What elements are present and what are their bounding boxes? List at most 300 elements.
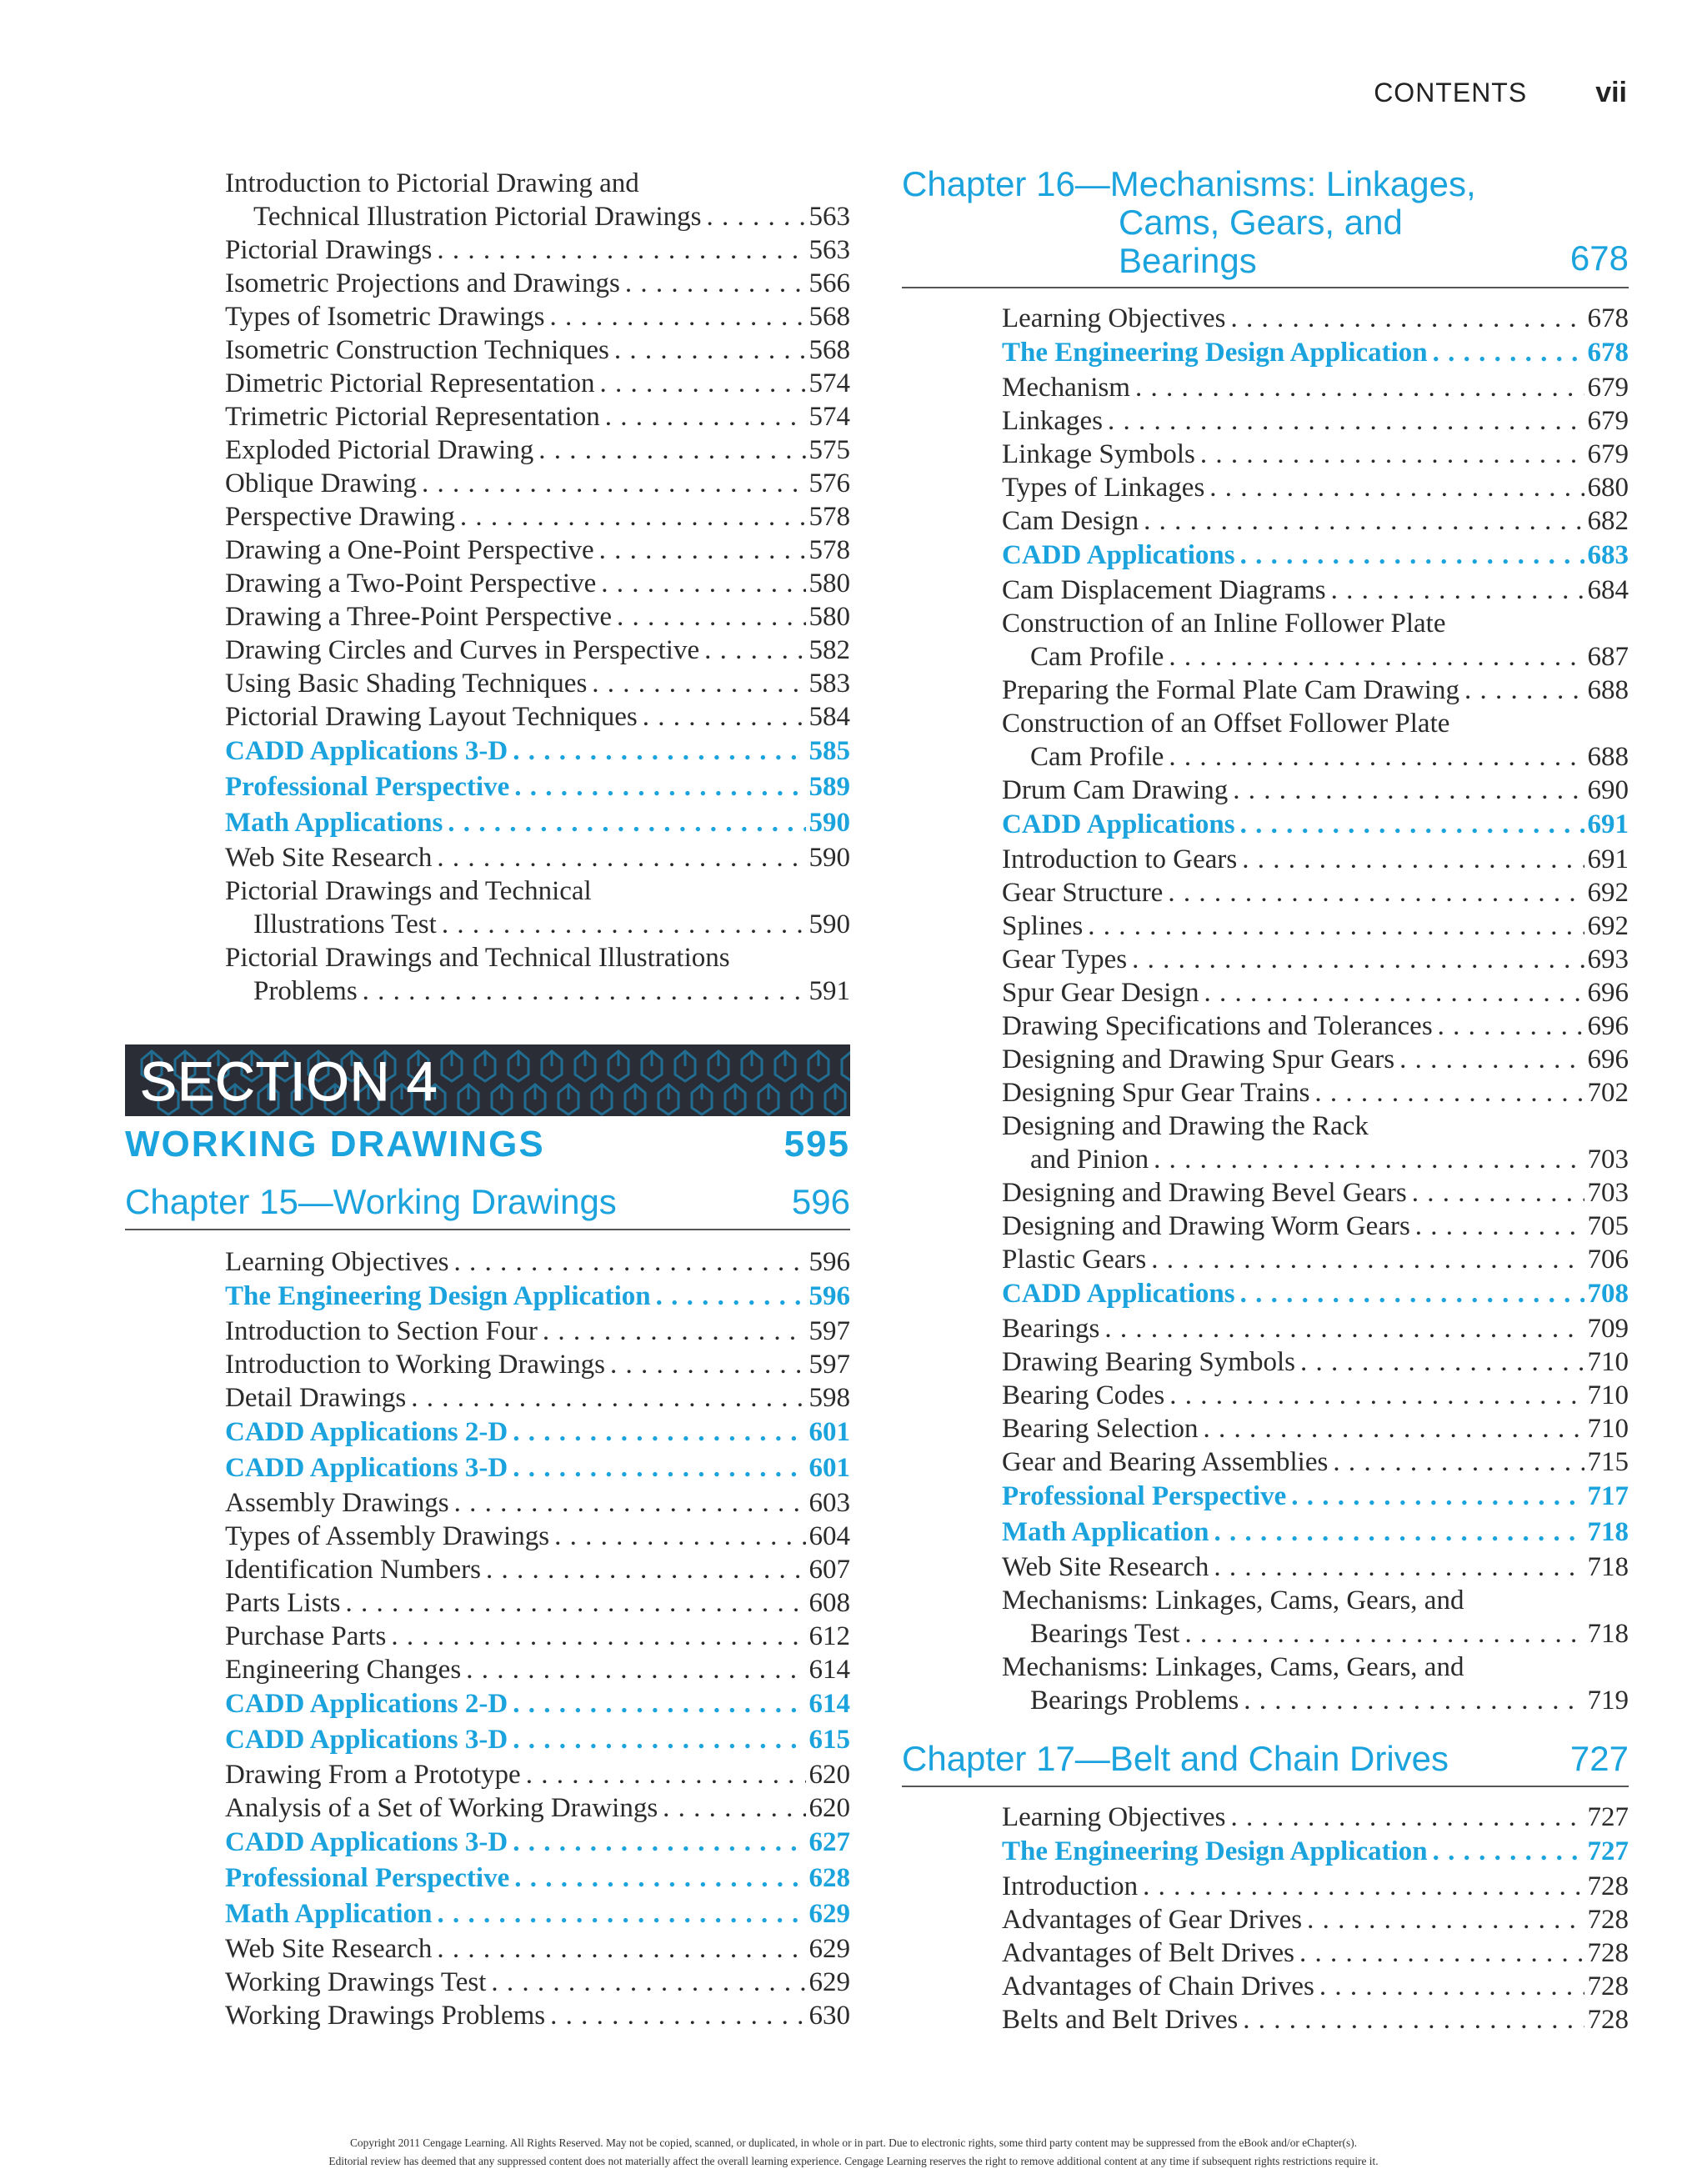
toc-entry-title: CADD Applications 3-D bbox=[225, 736, 508, 766]
toc-entry-title: Introduction to Pictorial Drawing and bbox=[225, 168, 639, 198]
pattern-block bbox=[508, 1051, 528, 1081]
toc-entry-page: 620 bbox=[808, 1793, 850, 1823]
toc-entry-title: Identification Numbers bbox=[225, 1555, 481, 1585]
toc-entry-title: Bearing Selection bbox=[1002, 1414, 1199, 1444]
toc-entry-page: 703 bbox=[1587, 1145, 1629, 1175]
toc-entry-title: Cam Displacement Diagrams bbox=[1002, 575, 1326, 605]
toc-leader-dots bbox=[1169, 740, 1584, 774]
toc-entry-page: 710 bbox=[1587, 1414, 1629, 1444]
toc-entry-title: and Pinion bbox=[1030, 1145, 1149, 1175]
toc-list-chapter14 bbox=[225, 167, 850, 1008]
toc-entry-page: 607 bbox=[808, 1555, 850, 1585]
toc-entry bbox=[225, 700, 850, 734]
toc-entry bbox=[1002, 1379, 1629, 1412]
toc-entry-title: Preparing the Formal Plate Cam Drawing bbox=[1002, 675, 1459, 705]
toc-entry-page: 596 bbox=[808, 1281, 850, 1311]
toc-leader-dots bbox=[363, 974, 806, 1008]
toc-entry-page: 620 bbox=[808, 1760, 850, 1790]
toc-entry-page: 693 bbox=[1587, 944, 1629, 974]
toc-leader-dots bbox=[466, 1653, 805, 1686]
toc-leader-dots bbox=[1331, 574, 1584, 607]
pattern-block bbox=[542, 1051, 562, 1081]
toc-entry bbox=[225, 367, 850, 400]
toc-entry bbox=[225, 1791, 850, 1825]
toc-entry-page: 728 bbox=[1587, 1905, 1629, 1935]
toc-entry-title: Advantages of Chain Drives bbox=[1002, 1971, 1314, 2001]
toc-entry bbox=[225, 1722, 850, 1758]
toc-entry-title: CADD Applications 3-D bbox=[225, 1827, 508, 1857]
toc-entry-page: 710 bbox=[1587, 1380, 1629, 1410]
toc-entry-title: CADD Applications 2-D bbox=[225, 1689, 508, 1719]
toc-entry-title: Splines bbox=[1002, 911, 1084, 941]
toc-entry-page: 684 bbox=[1587, 575, 1629, 605]
toc-entry-page: 614 bbox=[808, 1689, 850, 1719]
toc-entry-title: The Engineering Design Application bbox=[1002, 1836, 1428, 1866]
toc-entry-title: Designing Spur Gear Trains bbox=[1002, 1078, 1310, 1108]
toc-entry bbox=[225, 433, 850, 467]
toc-leader-dots bbox=[1307, 1903, 1584, 1936]
toc-leader-dots bbox=[448, 805, 805, 841]
toc-entry-page: 603 bbox=[808, 1488, 850, 1518]
toc-entry-title: CADD Applications bbox=[1002, 1279, 1235, 1309]
pattern-block bbox=[808, 1051, 828, 1081]
toc-entry-page: 680 bbox=[1587, 473, 1629, 503]
toc-entry-page: 590 bbox=[808, 909, 850, 939]
toc-entry bbox=[1002, 1515, 1629, 1550]
toc-entry bbox=[225, 1381, 850, 1415]
toc-entry-title: Dimetric Pictorial Representation bbox=[225, 368, 595, 398]
left-column bbox=[125, 167, 850, 1008]
toc-entry-title: Types of Linkages bbox=[1002, 473, 1205, 503]
toc-leader-dots bbox=[1088, 909, 1584, 943]
toc-leader-dots bbox=[610, 1348, 806, 1381]
toc-entry-page: 580 bbox=[808, 569, 850, 599]
toc-entry-page: 682 bbox=[1587, 506, 1629, 536]
toc-entry-page: 696 bbox=[1587, 978, 1629, 1008]
section-title-text: WORKING DRAWINGS bbox=[125, 1124, 545, 1165]
pattern-block bbox=[658, 1084, 678, 1115]
toc-entry-continuation bbox=[1002, 1617, 1629, 1651]
toc-leader-dots bbox=[663, 1791, 805, 1825]
toc-entry-title: CADD Applications 2-D bbox=[225, 1417, 508, 1447]
toc-entry bbox=[1002, 574, 1629, 607]
toc-list-chapter16 bbox=[1002, 302, 1629, 1717]
toc-entry-title: Professional Perspective bbox=[1002, 1481, 1287, 1511]
section-banner bbox=[125, 1044, 850, 1116]
toc-entry-title: Perspective Drawing bbox=[225, 502, 455, 532]
toc-entry bbox=[225, 600, 850, 634]
toc-leader-dots bbox=[1168, 876, 1584, 909]
toc-entry bbox=[225, 634, 850, 667]
toc-entry-title: Detail Drawings bbox=[225, 1383, 407, 1413]
toc-leader-dots bbox=[1438, 1009, 1584, 1043]
toc-entry-page: 598 bbox=[808, 1383, 850, 1413]
chapter-15-title: Chapter 15—Working Drawings bbox=[125, 1182, 617, 1221]
toc-entry bbox=[225, 1758, 850, 1791]
toc-entry bbox=[225, 300, 850, 333]
toc-entry-page: 576 bbox=[808, 468, 850, 498]
toc-leader-dots bbox=[1240, 1276, 1584, 1312]
toc-leader-dots bbox=[1415, 1210, 1584, 1243]
toc-entry bbox=[225, 1653, 850, 1686]
toc-entry-title: Analysis of a Set of Working Drawings bbox=[225, 1793, 658, 1823]
toc-entry-title: The Engineering Design Application bbox=[225, 1281, 651, 1311]
toc-entry bbox=[1002, 1110, 1629, 1176]
toc-entry bbox=[1002, 1479, 1629, 1515]
toc-entry-title: Drum Cam Drawing bbox=[1002, 775, 1229, 805]
toc-entry-title: Drawing a One-Point Perspective bbox=[225, 535, 594, 565]
toc-entry bbox=[225, 567, 850, 600]
toc-entry bbox=[225, 1450, 850, 1486]
toc-entry-page: 584 bbox=[808, 702, 850, 732]
toc-entry-page: 710 bbox=[1587, 1347, 1629, 1377]
toc-entry bbox=[1002, 976, 1629, 1009]
toc-entry-page: 601 bbox=[808, 1453, 850, 1483]
toc-entry bbox=[225, 233, 850, 267]
chapter-16-title-line3: Bearings bbox=[1119, 241, 1257, 280]
toc-entry-title: Web Site Research bbox=[225, 1934, 433, 1964]
toc-entry-page: 568 bbox=[808, 302, 850, 332]
toc-entry-title: Working Drawings Problems bbox=[225, 2001, 546, 2031]
pattern-block bbox=[792, 1084, 812, 1115]
toc-entry-title: Drawing a Three-Point Perspective bbox=[225, 602, 612, 632]
toc-leader-dots bbox=[1433, 335, 1584, 371]
chapter-17-heading bbox=[902, 1739, 1629, 1787]
chapter-15-page: 596 bbox=[791, 1182, 850, 1221]
toc-entry-title: Types of Assembly Drawings bbox=[225, 1521, 550, 1551]
toc-leader-dots bbox=[1319, 1970, 1584, 2003]
toc-leader-dots bbox=[592, 667, 805, 700]
section-title bbox=[125, 1124, 850, 1165]
toc-leader-dots bbox=[614, 333, 806, 367]
toc-entry bbox=[225, 769, 850, 805]
toc-entry bbox=[1002, 1210, 1629, 1243]
toc-leader-dots bbox=[437, 1932, 805, 1966]
toc-entry bbox=[1002, 1801, 1629, 1834]
toc-entry bbox=[1002, 1870, 1629, 1903]
toc-entry-title: Construction of an Inline Follower Plate bbox=[1002, 609, 1446, 639]
toc-entry-page: 696 bbox=[1587, 1044, 1629, 1074]
toc-entry-page: 696 bbox=[1587, 1011, 1629, 1041]
toc-entry-page: 691 bbox=[1587, 809, 1629, 839]
toc-leader-dots bbox=[1299, 1936, 1584, 1970]
toc-entry-page: 715 bbox=[1587, 1447, 1629, 1477]
toc-entry-title: Belts and Belt Drives bbox=[1002, 2005, 1239, 2035]
toc-entry bbox=[1002, 774, 1629, 807]
toc-entry-page: 578 bbox=[808, 535, 850, 565]
toc-entry-title: Introduction to Working Drawings bbox=[225, 1350, 605, 1380]
toc-entry-title: Introduction to Section Four bbox=[225, 1316, 538, 1346]
toc-leader-dots bbox=[543, 1315, 806, 1348]
toc-entry-page: 630 bbox=[808, 2001, 850, 2031]
toc-entry-page: 575 bbox=[808, 435, 850, 465]
toc-entry-page: 728 bbox=[1587, 2005, 1629, 2035]
toc-entry-page: 728 bbox=[1587, 1938, 1629, 1968]
toc-entry bbox=[1002, 1550, 1629, 1584]
toc-entry bbox=[225, 1415, 850, 1450]
toc-entry bbox=[1002, 1276, 1629, 1312]
toc-leader-dots bbox=[1464, 674, 1584, 707]
toc-entry-title: The Engineering Design Application bbox=[1002, 338, 1428, 368]
right-column bbox=[902, 165, 1629, 2036]
toc-leader-dots bbox=[1242, 843, 1584, 876]
toc-entry-title: Linkages bbox=[1002, 406, 1103, 436]
toc-entry-page: 608 bbox=[808, 1588, 850, 1618]
toc-entry-title: Gear Structure bbox=[1002, 878, 1164, 908]
toc-leader-dots bbox=[491, 1966, 805, 1999]
toc-entry-title: Math Application bbox=[225, 1899, 433, 1929]
toc-entry-page: 589 bbox=[808, 772, 850, 802]
toc-entry bbox=[225, 1553, 850, 1586]
toc-entry-title: Learning Objectives bbox=[1002, 303, 1226, 333]
toc-entry bbox=[1002, 1412, 1629, 1445]
toc-entry bbox=[225, 1932, 850, 1966]
toc-leader-dots bbox=[1233, 774, 1584, 807]
toc-leader-dots bbox=[422, 467, 805, 500]
toc-entry bbox=[225, 1520, 850, 1553]
toc-entry-title: Construction of an Offset Follower Plate bbox=[1002, 709, 1450, 739]
toc-entry bbox=[225, 805, 850, 841]
toc-entry-title: Pictorial Drawings and Technical bbox=[225, 876, 592, 906]
copyright-footer bbox=[0, 2134, 1707, 2171]
toc-entry-page: 612 bbox=[808, 1621, 850, 1651]
toc-entry bbox=[1002, 807, 1629, 843]
toc-entry-title: Using Basic Shading Techniques bbox=[225, 669, 588, 699]
toc-leader-dots bbox=[437, 233, 805, 267]
toc-entry-page: 679 bbox=[1587, 439, 1629, 469]
toc-leader-dots bbox=[391, 1620, 805, 1653]
toc-leader-dots bbox=[550, 1999, 805, 2032]
running-head bbox=[1374, 77, 1627, 109]
toc-leader-dots bbox=[1135, 371, 1584, 404]
toc-entry-title: Spur Gear Design bbox=[1002, 978, 1199, 1008]
toc-entry-title: Oblique Drawing bbox=[225, 468, 418, 498]
toc-entry-page: 718 bbox=[1587, 1517, 1629, 1547]
chapter-15-column bbox=[125, 1245, 850, 2032]
toc-entry-title: Bearings Problems bbox=[1030, 1686, 1239, 1716]
toc-entry-page: 574 bbox=[808, 368, 850, 398]
toc-entry bbox=[225, 1586, 850, 1620]
toc-entry-continuation bbox=[225, 974, 850, 1008]
toc-entry-title: Advantages of Gear Drives bbox=[1002, 1905, 1303, 1935]
pattern-block bbox=[558, 1084, 578, 1115]
pattern-block bbox=[442, 1051, 462, 1081]
toc-leader-dots bbox=[460, 500, 806, 533]
toc-leader-dots bbox=[656, 1279, 806, 1315]
toc-entry bbox=[1002, 607, 1629, 674]
toc-entry-title: Bearings bbox=[1002, 1314, 1100, 1344]
toc-leader-dots bbox=[554, 1520, 805, 1553]
toc-leader-dots bbox=[1204, 1412, 1584, 1445]
toc-entry-page: 705 bbox=[1587, 1211, 1629, 1241]
toc-entry-page: 703 bbox=[1587, 1178, 1629, 1208]
chapter-16-page: 678 bbox=[1569, 238, 1629, 278]
toc-entry-title: Bearings Test bbox=[1030, 1619, 1180, 1649]
section-label: SECTION 4 bbox=[140, 1050, 438, 1112]
toc-leader-dots bbox=[1433, 1834, 1584, 1870]
toc-leader-dots bbox=[513, 1415, 805, 1450]
toc-entry-page: 566 bbox=[808, 268, 850, 298]
chapter-17-page: 727 bbox=[1569, 1739, 1629, 1778]
pattern-block bbox=[725, 1084, 745, 1115]
toc-entry-title: Learning Objectives bbox=[1002, 1802, 1226, 1832]
toc-entry bbox=[225, 734, 850, 769]
pattern-block bbox=[608, 1051, 628, 1081]
toc-leader-dots bbox=[513, 1722, 805, 1758]
pattern-block bbox=[492, 1084, 512, 1115]
toc-entry bbox=[225, 941, 850, 1008]
pattern-block bbox=[475, 1051, 495, 1081]
toc-leader-dots bbox=[513, 734, 805, 769]
toc-leader-dots bbox=[1300, 1345, 1584, 1379]
toc-leader-dots bbox=[550, 300, 806, 333]
toc-entry-title: Cam Design bbox=[1002, 506, 1139, 536]
toc-entry-page: 678 bbox=[1587, 303, 1629, 333]
toc-entry bbox=[225, 1686, 850, 1722]
toc-entry-title: Isometric Construction Techniques bbox=[225, 335, 609, 365]
toc-leader-dots bbox=[1144, 504, 1584, 538]
toc-leader-dots bbox=[643, 700, 806, 734]
toc-entry-page: 718 bbox=[1587, 1552, 1629, 1582]
toc-leader-dots bbox=[442, 908, 806, 941]
toc-entry bbox=[1002, 1243, 1629, 1276]
toc-entry bbox=[1002, 2003, 1629, 2036]
toc-entry bbox=[225, 1896, 850, 1932]
toc-leader-dots bbox=[599, 533, 806, 567]
toc-leader-dots bbox=[1399, 1043, 1584, 1076]
toc-entry bbox=[1002, 538, 1629, 574]
toc-entry-page: 628 bbox=[808, 1863, 850, 1893]
toc-entry-title: Mechanism bbox=[1002, 373, 1130, 403]
toc-entry-page: 614 bbox=[808, 1655, 850, 1685]
toc-entry bbox=[225, 400, 850, 433]
toc-entry-page: 717 bbox=[1587, 1481, 1629, 1511]
toc-entry bbox=[1002, 404, 1629, 438]
toc-leader-dots bbox=[625, 267, 806, 300]
toc-entry-title: Drawing Specifications and Tolerances bbox=[1002, 1011, 1433, 1041]
toc-entry-page: 596 bbox=[808, 1247, 850, 1277]
toc-entry-title: Professional Perspective bbox=[225, 772, 510, 802]
toc-entry bbox=[1002, 1834, 1629, 1870]
copyright-line-1: Copyright 2011 Cengage Learning. All Rights Reserved. May not be copied, scanned, or duplicated, in whole or in part. Due to electronic rights, some third party content may be suppressed from the eBook and/or eChapter(s). bbox=[349, 2136, 1358, 2149]
pattern-block bbox=[842, 1051, 850, 1081]
toc-entry bbox=[225, 667, 850, 700]
toc-leader-dots bbox=[1169, 640, 1584, 674]
toc-leader-dots bbox=[1244, 1684, 1584, 1717]
toc-entry-title: Designing and Drawing the Rack bbox=[1002, 1111, 1369, 1141]
toc-entry-title: Types of Isometric Drawings bbox=[225, 302, 545, 332]
toc-entry-page: 727 bbox=[1587, 1836, 1629, 1866]
toc-entry-title: Introduction bbox=[1002, 1871, 1139, 1901]
toc-entry-page: 563 bbox=[808, 202, 850, 232]
toc-entry-title: Web Site Research bbox=[225, 843, 433, 873]
toc-entry-title: Pictorial Drawings and Technical Illustrations bbox=[225, 943, 730, 973]
toc-entry-continuation bbox=[1002, 1143, 1629, 1176]
toc-entry-title: Math Applications bbox=[225, 808, 443, 838]
toc-leader-dots bbox=[1214, 1550, 1584, 1584]
toc-entry-page: 563 bbox=[808, 235, 850, 265]
toc-entry-title: Drawing From a Prototype bbox=[225, 1760, 521, 1790]
toc-entry-page: 687 bbox=[1587, 642, 1629, 672]
toc-leader-dots bbox=[453, 1245, 805, 1279]
toc-entry bbox=[1002, 1651, 1629, 1717]
toc-entry-page: 582 bbox=[808, 635, 850, 665]
toc-entry bbox=[1002, 504, 1629, 538]
toc-entry-page: 709 bbox=[1587, 1314, 1629, 1344]
toc-leader-dots bbox=[1230, 1801, 1584, 1834]
toc-entry-page: 597 bbox=[808, 1316, 850, 1346]
toc-entry bbox=[1002, 302, 1629, 335]
toc-entry-title: Math Application bbox=[1002, 1517, 1209, 1547]
toc-leader-dots bbox=[601, 567, 805, 600]
toc-entry bbox=[1002, 909, 1629, 943]
toc-entry-page: 688 bbox=[1587, 675, 1629, 705]
toc-entry-page: 597 bbox=[808, 1350, 850, 1380]
toc-entry bbox=[1002, 1936, 1629, 1970]
toc-entry-page: 590 bbox=[808, 808, 850, 838]
toc-entry bbox=[225, 500, 850, 533]
toc-entry bbox=[1002, 1176, 1629, 1210]
toc-entry bbox=[1002, 1076, 1629, 1110]
toc-leader-dots bbox=[600, 367, 806, 400]
toc-leader-dots bbox=[1214, 1515, 1584, 1550]
toc-entry-title: Trimetric Pictorial Representation bbox=[225, 402, 600, 432]
toc-leader-dots bbox=[454, 1486, 806, 1520]
toc-entry bbox=[225, 1315, 850, 1348]
pattern-block bbox=[575, 1051, 595, 1081]
toc-leader-dots bbox=[538, 433, 805, 467]
toc-entry-page: 578 bbox=[808, 502, 850, 532]
toc-entry-page: 691 bbox=[1587, 844, 1629, 874]
toc-leader-dots bbox=[704, 634, 805, 667]
pattern-block bbox=[742, 1051, 762, 1081]
chapter-16-title-line1: Chapter 16—Mechanisms: Linkages, bbox=[902, 164, 1476, 203]
toc-leader-dots bbox=[1154, 1143, 1584, 1176]
toc-leader-dots bbox=[514, 769, 805, 805]
toc-entry bbox=[1002, 471, 1629, 504]
toc-entry bbox=[1002, 707, 1629, 774]
toc-leader-dots bbox=[1108, 404, 1584, 438]
pattern-block bbox=[675, 1051, 695, 1081]
pattern-block bbox=[708, 1051, 728, 1081]
toc-entry-title: CADD Applications bbox=[1002, 809, 1235, 839]
toc-entry-title: Mechanisms: Linkages, Cams, Gears, and bbox=[1002, 1585, 1464, 1615]
toc-list-chapter17 bbox=[1002, 1801, 1629, 2036]
chapter-15-heading bbox=[125, 1182, 850, 1230]
toc-leader-dots bbox=[1143, 1870, 1584, 1903]
toc-leader-dots bbox=[1169, 1379, 1584, 1412]
toc-entry-title: Professional Perspective bbox=[225, 1863, 510, 1893]
toc-entry-title: CADD Applications bbox=[1002, 540, 1235, 570]
toc-leader-dots bbox=[605, 400, 806, 433]
toc-entry-title: Assembly Drawings bbox=[225, 1488, 449, 1518]
toc-entry bbox=[1002, 943, 1629, 976]
toc-entry bbox=[225, 1999, 850, 2032]
toc-leader-dots bbox=[345, 1586, 805, 1620]
pattern-block bbox=[758, 1084, 778, 1115]
toc-entry-title: Designing and Drawing Bevel Gears bbox=[1002, 1178, 1407, 1208]
toc-entry bbox=[1002, 1903, 1629, 1936]
toc-entry-title: Parts Lists bbox=[225, 1588, 341, 1618]
toc-leader-dots bbox=[1240, 807, 1584, 843]
running-head-label: CONTENTS bbox=[1374, 78, 1528, 108]
toc-entry-page: 627 bbox=[808, 1827, 850, 1857]
toc-entry bbox=[225, 1486, 850, 1520]
toc-entry-page: 629 bbox=[808, 1934, 850, 1964]
toc-leader-dots bbox=[513, 1686, 805, 1722]
toc-entry bbox=[1002, 674, 1629, 707]
toc-entry-page: 728 bbox=[1587, 1871, 1629, 1901]
